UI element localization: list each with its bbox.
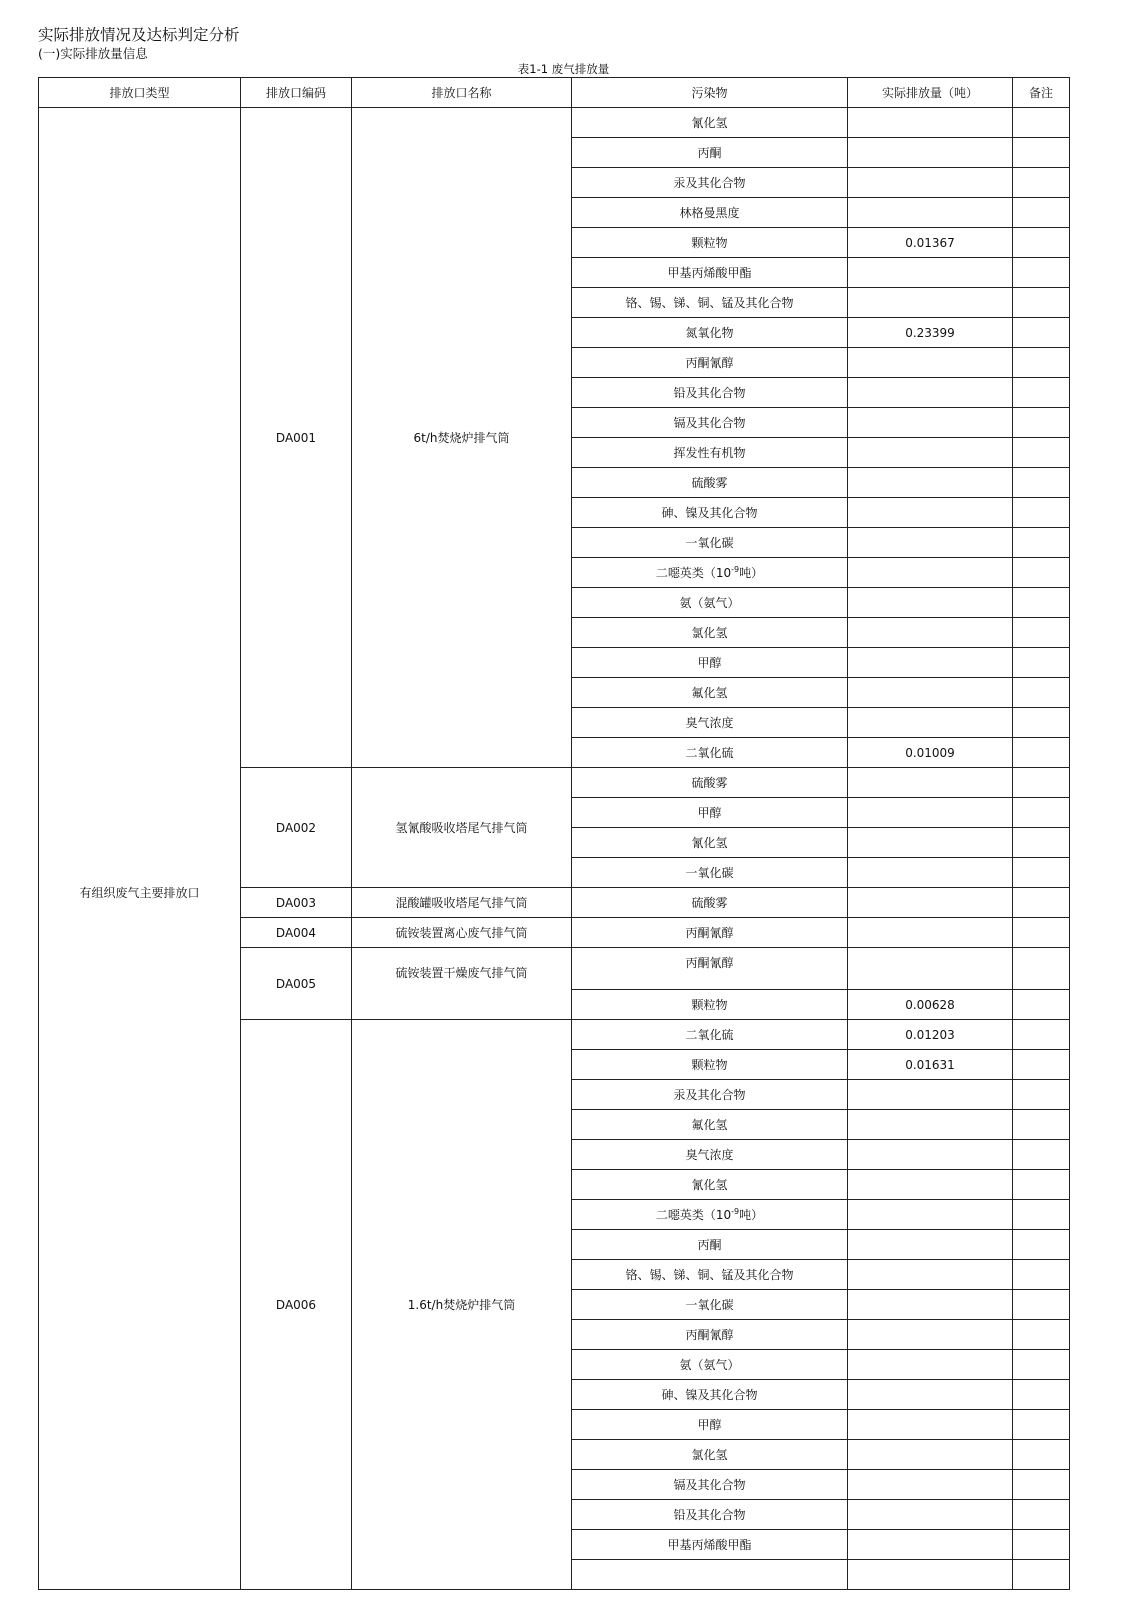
emission-value-cell bbox=[848, 1440, 1013, 1470]
pollutant-cell: 颗粒物 bbox=[572, 1050, 848, 1080]
emission-value-cell bbox=[848, 288, 1013, 318]
remarks-cell bbox=[1013, 498, 1070, 528]
remarks-cell bbox=[1013, 168, 1070, 198]
remarks-cell bbox=[1013, 1320, 1070, 1350]
pollutant-cell: 颗粒物 bbox=[572, 990, 848, 1020]
emission-value-cell: 0.00628 bbox=[848, 990, 1013, 1020]
emission-value-cell bbox=[848, 258, 1013, 288]
pollutant-cell: 硫酸雾 bbox=[572, 768, 848, 798]
pollutant-cell: 臭气浓度 bbox=[572, 708, 848, 738]
emission-value-cell bbox=[848, 1410, 1013, 1440]
pollutant-cell bbox=[572, 1200, 848, 1230]
pollutant-cell: 氰化氢 bbox=[572, 828, 848, 858]
table-row bbox=[39, 108, 1070, 138]
table-header-row bbox=[39, 78, 1070, 108]
pollutant-cell: 镉及其化合物 bbox=[572, 408, 848, 438]
remarks-cell bbox=[1013, 798, 1070, 828]
emission-value-cell bbox=[848, 168, 1013, 198]
emission-value-cell bbox=[848, 648, 1013, 678]
outlet-code-cell: DA006 bbox=[241, 1020, 352, 1590]
emission-table bbox=[38, 77, 1070, 1590]
pollutant-cell: 一氧化碳 bbox=[572, 528, 848, 558]
remarks-cell bbox=[1013, 1080, 1070, 1110]
emission-value-cell bbox=[848, 1560, 1013, 1590]
exponent: -9 bbox=[731, 565, 740, 574]
pollutant-label: 二噁英类（10 bbox=[655, 1208, 732, 1222]
remarks-cell bbox=[1013, 828, 1070, 858]
remarks-cell bbox=[1013, 678, 1070, 708]
remarks-cell bbox=[1013, 648, 1070, 678]
outlet-name-cell: 氢氰酸吸收塔尾气排气筒 bbox=[352, 768, 572, 888]
pollutant-cell: 丙酮 bbox=[572, 1230, 848, 1260]
pollutant-cell: 氰化氢 bbox=[572, 108, 848, 138]
outlet-code-cell: DA002 bbox=[241, 768, 352, 888]
emission-value-cell bbox=[848, 138, 1013, 168]
remarks-cell bbox=[1013, 858, 1070, 888]
emission-value-cell bbox=[848, 1200, 1013, 1230]
outlet-name-cell: 1.6t/h焚烧炉排气筒 bbox=[352, 1020, 572, 1590]
emission-value-cell bbox=[848, 558, 1013, 588]
pollutant-cell: 氟化氢 bbox=[572, 1110, 848, 1140]
pollutant-cell: 铬、锡、锑、铜、锰及其化合物 bbox=[572, 1260, 848, 1290]
remarks-cell bbox=[1013, 438, 1070, 468]
remarks-cell bbox=[1013, 528, 1070, 558]
remarks-cell bbox=[1013, 318, 1070, 348]
emission-value-cell bbox=[848, 858, 1013, 888]
outlet-name-cell: 混酸罐吸收塔尾气排气筒 bbox=[352, 888, 572, 918]
remarks-cell bbox=[1013, 1410, 1070, 1440]
pollutant-cell: 一氧化碳 bbox=[572, 858, 848, 888]
document-title: 实际排放情况及达标判定分析 bbox=[38, 26, 240, 44]
pollutant-cell: 氮氧化物 bbox=[572, 318, 848, 348]
section-subtitle: (一)实际排放量信息 bbox=[38, 46, 148, 61]
pollutant-cell: 硫酸雾 bbox=[572, 888, 848, 918]
remarks-cell bbox=[1013, 1500, 1070, 1530]
pollutant-cell: 氨（氨气） bbox=[572, 1350, 848, 1380]
remarks-cell bbox=[1013, 1200, 1070, 1230]
remarks-cell bbox=[1013, 1440, 1070, 1470]
remarks-cell bbox=[1013, 198, 1070, 228]
header-outlet-name: 排放口名称 bbox=[352, 78, 572, 108]
emission-value-cell bbox=[848, 408, 1013, 438]
pollutant-cell: 硫酸雾 bbox=[572, 468, 848, 498]
remarks-cell bbox=[1013, 618, 1070, 648]
header-outlet-code: 排放口编码 bbox=[241, 78, 352, 108]
remarks-cell bbox=[1013, 288, 1070, 318]
emission-value-cell bbox=[848, 1350, 1013, 1380]
emission-value-cell bbox=[848, 498, 1013, 528]
remarks-cell bbox=[1013, 1380, 1070, 1410]
emission-value-cell: 0.01367 bbox=[848, 228, 1013, 258]
outlet-code-cell: DA004 bbox=[241, 918, 352, 948]
outlet-name-cell: 硫铵装置离心废气排气筒 bbox=[352, 918, 572, 948]
pollutant-cell: 甲基丙烯酸甲酯 bbox=[572, 258, 848, 288]
emission-value-cell bbox=[848, 1260, 1013, 1290]
pollutant-cell: 砷、镍及其化合物 bbox=[572, 498, 848, 528]
remarks-cell bbox=[1013, 888, 1070, 918]
pollutant-cell: 氯化氢 bbox=[572, 618, 848, 648]
outlet-code-cell: DA001 bbox=[241, 108, 352, 768]
remarks-cell bbox=[1013, 588, 1070, 618]
outlet-code-cell: DA003 bbox=[241, 888, 352, 918]
pollutant-label: 二噁英类（10 bbox=[655, 566, 732, 580]
pollutant-cell: 氰化氢 bbox=[572, 1170, 848, 1200]
emission-value-cell bbox=[848, 618, 1013, 648]
emission-value-cell bbox=[848, 1530, 1013, 1560]
emission-value-cell bbox=[848, 198, 1013, 228]
remarks-cell bbox=[1013, 1530, 1070, 1560]
emission-value-cell bbox=[848, 108, 1013, 138]
table-caption: 表1-1 废气排放量 bbox=[517, 62, 610, 76]
emission-value-cell bbox=[848, 768, 1013, 798]
emission-value-cell bbox=[848, 1470, 1013, 1500]
outlet-type-cell: 有组织废气主要排放口 bbox=[39, 108, 241, 1590]
pollutant-cell: 铅及其化合物 bbox=[572, 378, 848, 408]
remarks-cell bbox=[1013, 408, 1070, 438]
pollutant-cell: 林格曼黑度 bbox=[572, 198, 848, 228]
table-body bbox=[39, 108, 1070, 1590]
remarks-cell bbox=[1013, 228, 1070, 258]
emission-value-cell bbox=[848, 948, 1013, 990]
emission-value-cell bbox=[848, 528, 1013, 558]
emission-value-cell bbox=[848, 708, 1013, 738]
remarks-cell bbox=[1013, 348, 1070, 378]
pollutant-cell: 甲醇 bbox=[572, 798, 848, 828]
emission-value-cell bbox=[848, 1170, 1013, 1200]
emission-value-cell: 0.01631 bbox=[848, 1050, 1013, 1080]
emission-value-cell bbox=[848, 588, 1013, 618]
emission-value-cell bbox=[848, 798, 1013, 828]
pollutant-cell: 铬、锡、锑、铜、锰及其化合物 bbox=[572, 288, 848, 318]
remarks-cell bbox=[1013, 708, 1070, 738]
exponent: -9 bbox=[731, 1207, 740, 1216]
pollutant-unit: 吨） bbox=[739, 1208, 764, 1222]
remarks-cell bbox=[1013, 1260, 1070, 1290]
emission-value-cell bbox=[848, 1500, 1013, 1530]
pollutant-cell: 甲醇 bbox=[572, 1410, 848, 1440]
remarks-cell bbox=[1013, 378, 1070, 408]
pollutant-cell: 砷、镍及其化合物 bbox=[572, 1380, 848, 1410]
remarks-cell bbox=[1013, 1290, 1070, 1320]
emission-value-cell bbox=[848, 1110, 1013, 1140]
emission-value-cell bbox=[848, 468, 1013, 498]
remarks-cell bbox=[1013, 1140, 1070, 1170]
emission-value-cell: 0.01009 bbox=[848, 738, 1013, 768]
remarks-cell bbox=[1013, 258, 1070, 288]
pollutant-cell: 汞及其化合物 bbox=[572, 1080, 848, 1110]
pollutant-cell: 汞及其化合物 bbox=[572, 168, 848, 198]
emission-value-cell bbox=[848, 378, 1013, 408]
emission-value-cell bbox=[848, 1380, 1013, 1410]
remarks-cell bbox=[1013, 1560, 1070, 1590]
pollutant-cell: 二氧化硫 bbox=[572, 738, 848, 768]
remarks-cell bbox=[1013, 1350, 1070, 1380]
outlet-name-cell: 6t/h焚烧炉排气筒 bbox=[352, 108, 572, 768]
pollutant-cell: 氨（氨气） bbox=[572, 588, 848, 618]
emission-value-cell bbox=[848, 678, 1013, 708]
pollutant-cell bbox=[572, 1560, 848, 1590]
pollutant-cell: 丙酮 bbox=[572, 138, 848, 168]
emission-value-cell bbox=[848, 1080, 1013, 1110]
emission-value-cell bbox=[848, 888, 1013, 918]
pollutant-unit: 吨） bbox=[739, 566, 764, 580]
pollutant-cell: 氯化氢 bbox=[572, 1440, 848, 1470]
emission-value-cell bbox=[848, 438, 1013, 468]
remarks-cell bbox=[1013, 1020, 1070, 1050]
remarks-cell bbox=[1013, 558, 1070, 588]
emission-value-cell: 0.23399 bbox=[848, 318, 1013, 348]
remarks-cell bbox=[1013, 768, 1070, 798]
pollutant-cell: 甲醇 bbox=[572, 648, 848, 678]
outlet-name-cell: 硫铵装置干燥废气排气筒 bbox=[352, 948, 572, 1020]
pollutant-cell: 颗粒物 bbox=[572, 228, 848, 258]
pollutant-cell: 臭气浓度 bbox=[572, 1140, 848, 1170]
emission-value-cell bbox=[848, 1140, 1013, 1170]
outlet-code-cell: DA005 bbox=[241, 948, 352, 1020]
pollutant-cell: 丙酮氰醇 bbox=[572, 918, 848, 948]
emission-value-cell bbox=[848, 918, 1013, 948]
pollutant-cell: 甲基丙烯酸甲酯 bbox=[572, 1530, 848, 1560]
emission-value-cell: 0.01203 bbox=[848, 1020, 1013, 1050]
remarks-cell bbox=[1013, 1470, 1070, 1500]
remarks-cell bbox=[1013, 738, 1070, 768]
pollutant-cell: 镉及其化合物 bbox=[572, 1470, 848, 1500]
header-actual-emission: 实际排放量（吨） bbox=[848, 78, 1013, 108]
pollutant-cell: 丙酮氰醇 bbox=[572, 348, 848, 378]
emission-value-cell bbox=[848, 1290, 1013, 1320]
remarks-cell bbox=[1013, 108, 1070, 138]
remarks-cell bbox=[1013, 1170, 1070, 1200]
remarks-cell bbox=[1013, 1050, 1070, 1080]
remarks-cell bbox=[1013, 468, 1070, 498]
remarks-cell bbox=[1013, 918, 1070, 948]
remarks-cell bbox=[1013, 1230, 1070, 1260]
remarks-cell bbox=[1013, 138, 1070, 168]
emission-value-cell bbox=[848, 828, 1013, 858]
pollutant-cell: 一氧化碳 bbox=[572, 1290, 848, 1320]
pollutant-cell: 丙酮氰醇 bbox=[572, 948, 848, 990]
header-pollutant: 污染物 bbox=[572, 78, 848, 108]
header-outlet-type: 排放口类型 bbox=[39, 78, 241, 108]
remarks-cell bbox=[1013, 990, 1070, 1020]
pollutant-cell: 挥发性有机物 bbox=[572, 438, 848, 468]
emission-value-cell bbox=[848, 1230, 1013, 1260]
pollutant-cell: 丙酮氰醇 bbox=[572, 1320, 848, 1350]
pollutant-cell bbox=[572, 558, 848, 588]
pollutant-cell: 氟化氢 bbox=[572, 678, 848, 708]
remarks-cell bbox=[1013, 948, 1070, 990]
header-remarks: 备注 bbox=[1013, 78, 1070, 108]
emission-value-cell bbox=[848, 348, 1013, 378]
remarks-cell bbox=[1013, 1110, 1070, 1140]
emission-value-cell bbox=[848, 1320, 1013, 1350]
pollutant-cell: 二氧化硫 bbox=[572, 1020, 848, 1050]
pollutant-cell: 铅及其化合物 bbox=[572, 1500, 848, 1530]
